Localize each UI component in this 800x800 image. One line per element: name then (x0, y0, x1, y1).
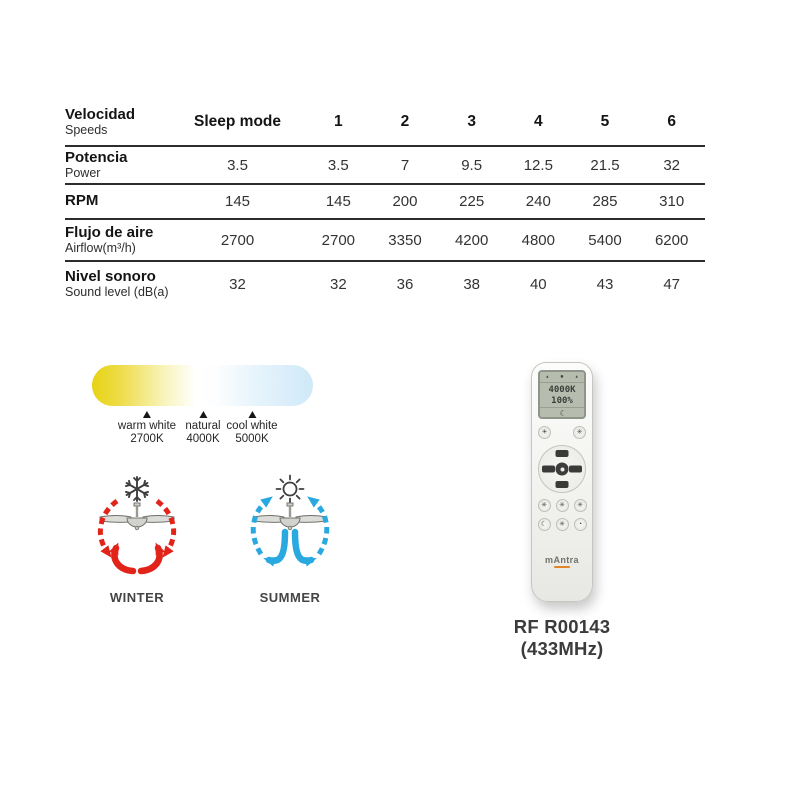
table-row-airflow (65, 220, 705, 262)
cell: 9.5 (461, 156, 483, 174)
marker-label: natural (185, 420, 221, 432)
cell: 4800 (521, 231, 555, 249)
summer-mode-diagram (240, 474, 340, 605)
cell: 4 (534, 113, 543, 130)
row-subtitle: Sound level (dB(a) (65, 285, 169, 300)
cell: 5400 (588, 231, 622, 249)
marker-kelvin: 5000K (235, 433, 269, 445)
dpad-right-button (569, 466, 582, 473)
timer-button: ◔ (574, 518, 587, 531)
lcd-brightness-value: 100% (551, 396, 573, 406)
cell: 32 (229, 275, 246, 293)
cell: 225 (459, 193, 485, 210)
row-title: Flujo de aire (65, 223, 154, 241)
remote-control (529, 362, 595, 602)
marker-cool-white (226, 411, 277, 446)
table-row-speeds (65, 99, 705, 147)
cell: 6200 (654, 231, 689, 249)
cell: 1 (334, 113, 343, 130)
marker-label: cool white (226, 420, 278, 432)
table-row-sound-level (65, 262, 705, 306)
row-title: Potencia (65, 148, 128, 166)
dpad-center-button (556, 463, 569, 476)
cell: 3.5 (227, 156, 248, 174)
row-header-sound-level (65, 269, 170, 300)
fan-speed-low-button: ✳ (538, 499, 551, 512)
row-header-speeds (65, 107, 170, 138)
lcd-status-icons (540, 372, 584, 383)
cell: 4200 (454, 231, 489, 249)
triangle-up-icon (143, 411, 151, 418)
reverse-button: ✳ (556, 518, 569, 531)
fan-speed-high-button: ✳ (574, 499, 587, 512)
brand-swoosh (554, 566, 570, 568)
cell: 3 (467, 113, 476, 130)
row-header-airflow (65, 225, 170, 256)
cell: 2 (400, 113, 410, 130)
cell: 145 (224, 193, 251, 210)
triangle-up-icon (248, 411, 256, 418)
table-row-power (65, 147, 705, 185)
dpad-down-button (556, 481, 569, 488)
row-header-power (65, 150, 170, 181)
remote-top-buttons (532, 426, 592, 439)
lcd-kelvin-value: 4000K (548, 385, 576, 395)
cell: 32 (663, 156, 680, 174)
model-number: RF R00143 (513, 616, 611, 637)
cell: 2700 (321, 231, 356, 249)
cell: 2700 (220, 231, 255, 249)
lcd-light-icon: ▴ (574, 373, 579, 380)
fan-power-button: ✳ (573, 426, 586, 439)
cell: 40 (529, 275, 547, 293)
lcd-fan-icon: ▴ (545, 373, 550, 380)
row-title: Nivel sonoro (65, 267, 156, 285)
dpad-left-button (542, 466, 555, 473)
cell: 145 (325, 193, 351, 210)
row-subtitle: Airflow(m³/h) (65, 241, 136, 256)
triangle-up-icon (199, 411, 207, 418)
cell: 6 (667, 113, 676, 130)
dpad-up-button (556, 450, 569, 457)
cell: 3350 (388, 231, 422, 249)
cell: 310 (659, 193, 685, 210)
cell-sleep-mode: Sleep mode (194, 113, 281, 130)
fan-spec-table (65, 99, 705, 306)
lcd-moon-icon: ☾ (540, 407, 584, 419)
remote-speed-buttons (532, 499, 592, 512)
summer-airflow-icon (240, 474, 340, 580)
remote-function-buttons (532, 518, 592, 531)
cell: 7 (400, 156, 410, 174)
light-button: ☀ (538, 426, 551, 439)
cell: 32 (329, 275, 347, 293)
table-row-rpm (65, 185, 705, 220)
row-header-rpm (65, 193, 170, 210)
cell: 12.5 (523, 156, 553, 174)
row-title: Velocidad (65, 105, 136, 123)
ceiling-fan-icon (100, 503, 174, 530)
marker-natural (185, 411, 220, 446)
row-title: RPM (65, 192, 99, 210)
lcd-signal-icon: ▪ (560, 373, 564, 380)
cell: 38 (463, 275, 480, 293)
winter-label: WINTER (109, 590, 165, 605)
cell: 240 (525, 193, 551, 210)
color-temperature-bar (92, 365, 313, 406)
ceiling-fan-icon (253, 503, 327, 530)
winter-mode-diagram (87, 474, 187, 605)
cell: 5 (600, 113, 610, 130)
model-frequency: (433MHz) (520, 638, 604, 659)
cell: 3.5 (327, 156, 349, 174)
snowflake-icon (125, 477, 149, 501)
marker-kelvin: 4000K (186, 433, 220, 445)
remote-dpad (538, 445, 586, 493)
row-subtitle: Power (65, 166, 101, 181)
cell: 36 (396, 275, 414, 293)
marker-label: warm white (117, 420, 177, 432)
sun-icon (277, 476, 304, 503)
brand-logo: mAntra (545, 555, 579, 565)
sleep-mode-button: ☾ (538, 518, 551, 531)
fan-speed-mid-button: ✳ (556, 499, 569, 512)
marker-warm-white (118, 411, 176, 446)
cell: 21.5 (590, 156, 620, 174)
marker-kelvin: 2700K (130, 433, 164, 445)
cell: 285 (592, 193, 618, 210)
cell: 47 (663, 275, 680, 293)
remote-lcd-screen (538, 370, 586, 419)
remote-model-caption (487, 616, 637, 660)
cell: 200 (392, 193, 418, 210)
remote-body (531, 362, 593, 602)
cell: 43 (596, 275, 614, 293)
winter-airflow-icon (87, 474, 187, 580)
summer-label: SUMMER (259, 590, 321, 605)
row-subtitle: Speeds (65, 123, 108, 138)
